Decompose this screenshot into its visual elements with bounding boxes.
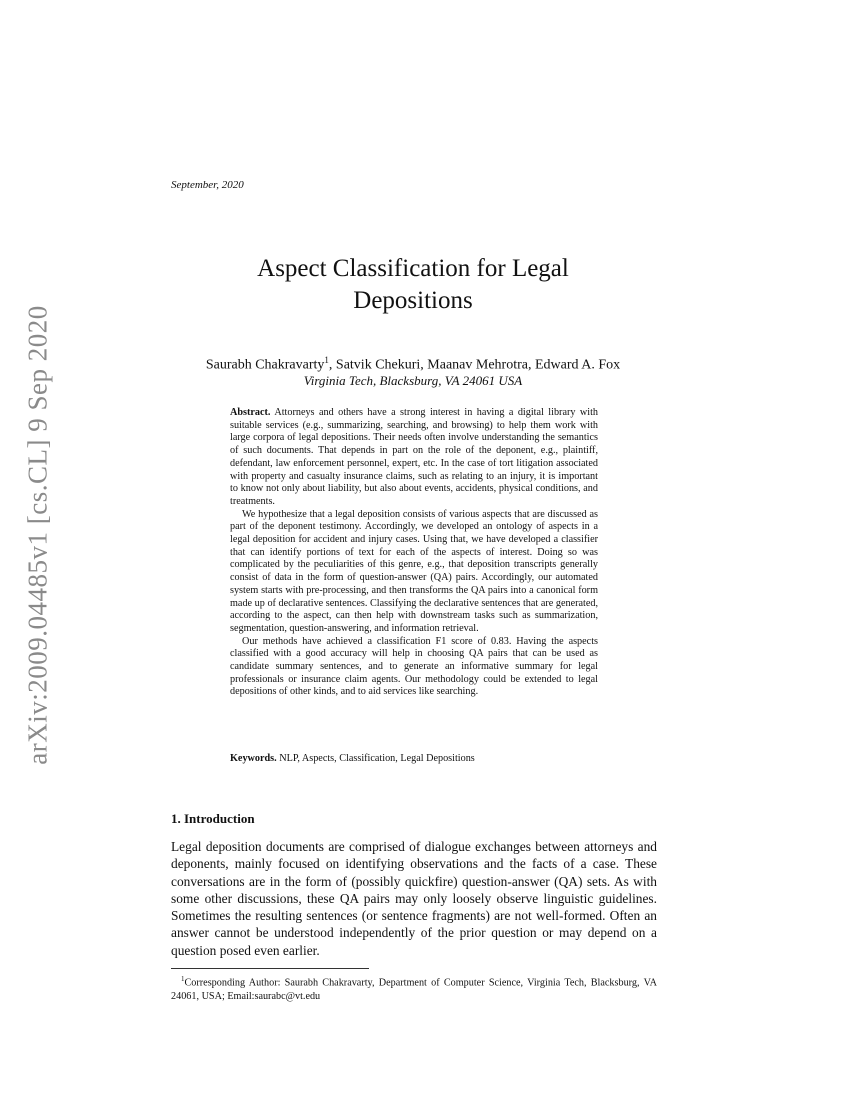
section-heading-introduction: 1. Introduction — [171, 811, 255, 826]
abstract-paragraph-1 — [230, 407, 598, 509]
abstract-paragraph-3: Our methods have achieved a classification F1 score of 0.83. Having the aspects classified with a good accuracy will help in choosing QA pairs that can be used as candidate summary sentences, and to generate an informative summary for legal professionals or insurance claim agents. Our methodology could be extended to legal depositions of other kinds, and to aid services like searching. — [230, 635, 598, 698]
keywords-label: Keywords. — [230, 753, 277, 764]
footnote-divider — [171, 968, 369, 969]
abstract-text-1: Attorneys and others have a strong interest in having a digital library with suitable services (e.g., summarizing, searching, and browsing) to help them work with large corpora of legal depositions. Their needs often involve understanding the semantics of such documents. That depends in part on the role of the deponent, e.g., plaintiff, defendant, law enforcement personnel, expert, etc. In the case of tort litigation associated with property and casualty insurance claims, such as relating to an injury, it is important to know not only about liability, but also about events, accidents, physical conditions, and treatments. — [230, 407, 598, 507]
abstract — [230, 407, 598, 699]
abstract-paragraph-2: We hypothesize that a legal deposition consists of various aspects that are discussed as part of the deponent testimony. Accordingly, we developed an ontology of aspects in a legal deposition for accident and injury cases. Using that, we have developed a classifier that can identify portions of text for each of the aspects of interest. Doing so was complicated by the peculiarities of this genre, e.g., that deposition transcripts generally consist of data in the form of question-answer (QA) pairs. Accordingly, our automated system starts with pre-processing, and then transforms the QA pairs into a canonical form made up of declarative sentences. Classifying the declarative sentences that are generated, according to the aspect, can then help with downstream tasks such as summarization, segmentation, question-answering, and information retrieval. — [230, 508, 598, 634]
keywords — [230, 752, 598, 765]
footnote-marker[interactable]: 1 — [324, 355, 329, 365]
first-author: Saurabh Chakravarty — [205, 357, 325, 373]
arxiv-identifier-stamp: arXiv:2009.04485v1 [cs.CL] 9 Sep 2020 — [22, 305, 53, 765]
paper-title: Aspect Classification for Legal Depositions — [257, 255, 569, 314]
co-authors: , Satvik Chekuri, Maanav Mehrotra, Edward A. Fox — [328, 357, 621, 373]
footnote-number: 1 — [181, 975, 185, 983]
affiliation: Virginia Tech, Blacksburg, VA 24061 USA — [303, 373, 523, 388]
footnote — [171, 973, 657, 1003]
introduction-paragraph: Legal deposition documents are comprised of dialogue exchanges between attorneys and deponents, mainly focused on identifying observations and the facts of a case. These conversations are in the form of (possibly quickfire) question-answer (QA) sets. As with some other discussions, these QA pairs may only loosely observe linguistic guidelines. Sometimes the resulting sentences (or sentence fragments) are not well-formed. Often an answer cannot be understood independently of the prior question or may depend on a question posed even earlier. — [171, 839, 657, 958]
abstract-label: Abstract. — [230, 407, 271, 418]
publication-date: September, 2020 — [171, 179, 244, 191]
keywords-text: NLP, Aspects, Classification, Legal Depositions — [279, 753, 475, 764]
footnote-text: Corresponding Author: Saurabh Chakravarty, Department of Computer Science, Virginia Tech, Blacksburg, VA 24061, USA; Email:saurabc@vt.edu — [171, 977, 657, 1002]
